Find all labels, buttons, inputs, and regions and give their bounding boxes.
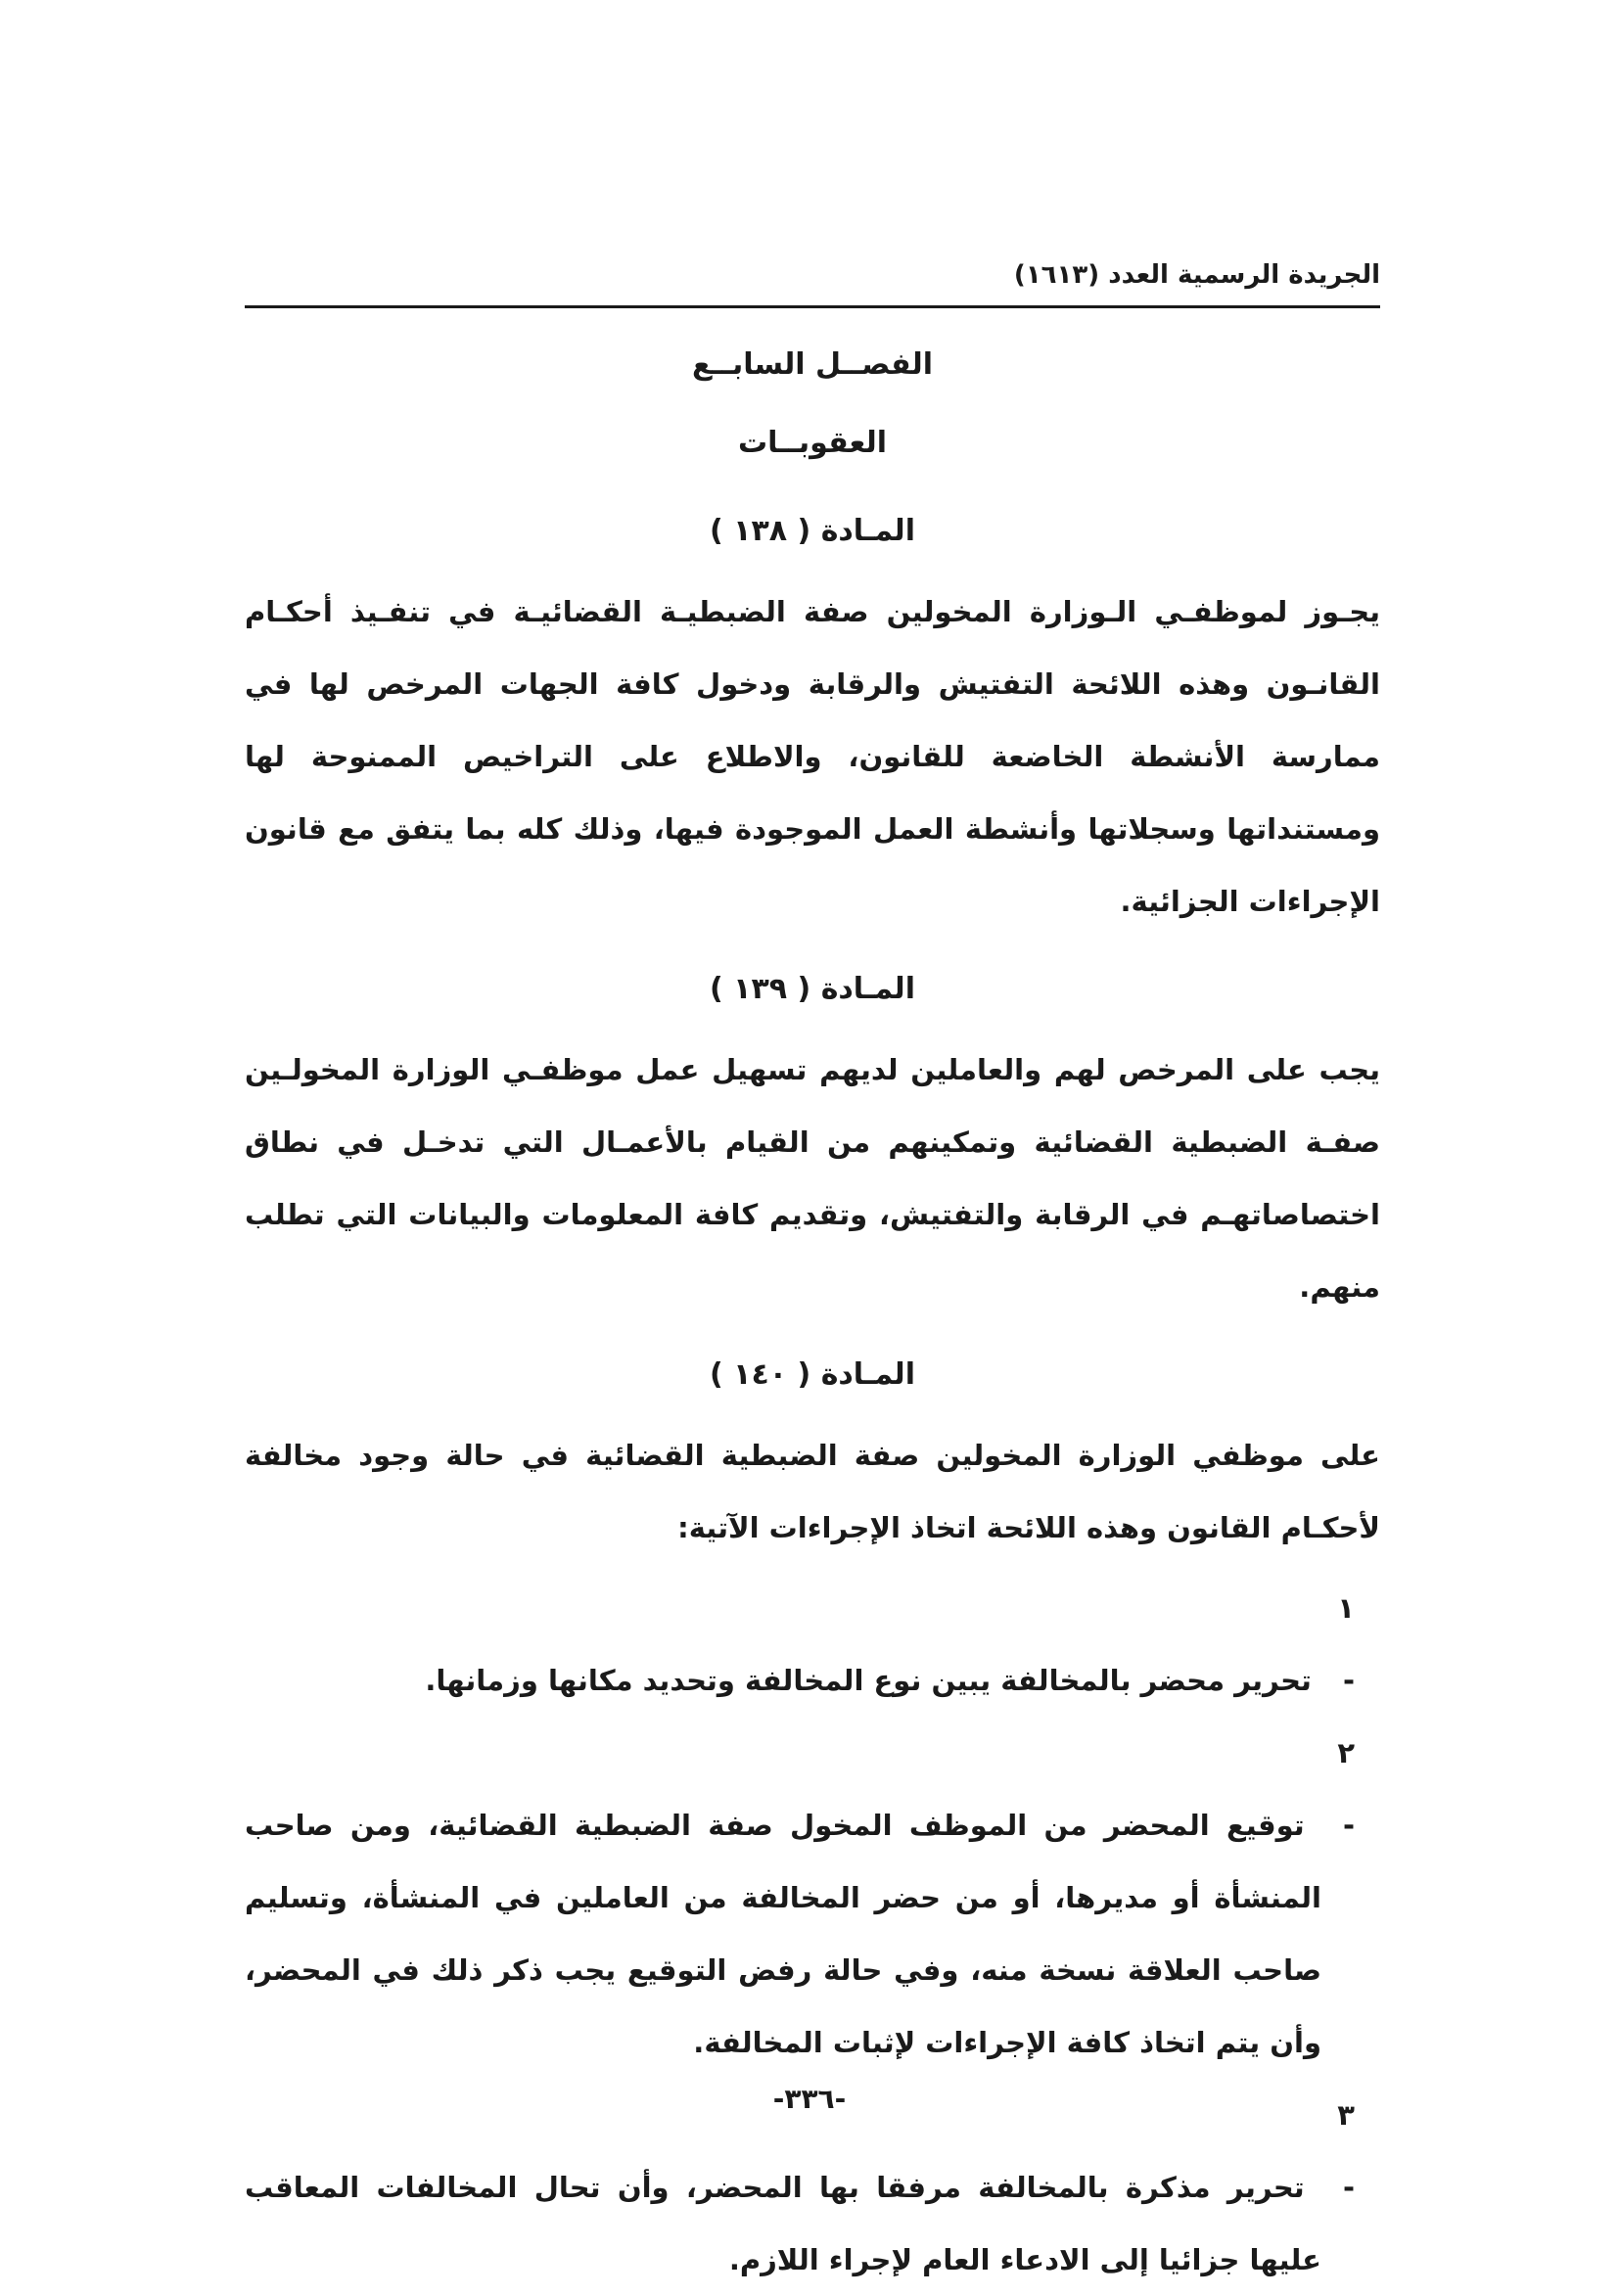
item-number: ١ -: [1337, 1591, 1355, 1697]
article-138-heading: المـادة ( ١٣٨ ): [710, 514, 915, 548]
article-139-heading: المـادة ( ١٣٩ ): [710, 972, 915, 1006]
page-content: [245, 323, 1380, 2296]
article-140-heading: المـادة ( ١٤٠ ): [710, 1357, 915, 1392]
item-text: تحرير محضر بالمخالفة يبين نوع المخالفة وتحديد مكانها وزمانها.: [425, 1664, 1312, 1697]
item-number: ٣ -: [1337, 2098, 1355, 2204]
article-140-text: على موظفي الوزارة المخولين صفة الضبطية القضائية في حالة وجود مخالفة لأحكـام القانون وهذه اللائحة اتخاذ الإجراءات الآتية:: [245, 1439, 1380, 1544]
article-138-text: يجـوز لموظفـي الـوزارة المخولين صفة الضبطيـة القضائيـة في تنفـيذ أحكـام القانـون وهذه اللائحة التفتيش والرقابة ودخول كافة الجهات المرخص لها في ممارسة الأنشطة الخاضعة للقانون، والاطلاع على التراخيص الممنوحة لها ومستنداتها وسجلاتها وأنشطة العمل الموجودة فيها، وذلك كله بما يتفق مع قانون الإجراءات الجزائية.: [245, 595, 1380, 918]
gazette-header-title: الجريدة الرسمية العدد (١٦١٣): [1013, 260, 1380, 290]
article-140-item-2: [245, 1717, 1380, 2079]
item-text: توقيع المحضر من الموظف المخول صفة الضبطية القضائية، ومن صاحب المنشأة أو مديرها، أو من حضر المخالفة من العاملين في المنشأة، وتسليم صاحب العلاقة نسخة منه، وفي حالة رفض التوقيع يجب ذكر ذلك في المحضر، وأن يتم اتخاذ كافة الإجراءات لإثبات المخالفة.: [245, 1809, 1321, 2059]
article-140-item-1: [245, 1572, 1380, 1717]
item-text: تحرير مذكرة بالمخالفة مرفقا بها المحضر، وأن تحال المخالفات المعاقب عليها جزائيا إلى الادعاء العام لإجراء اللازم.: [245, 2171, 1321, 2276]
chapter-title: الفصــل السابــع: [691, 347, 934, 382]
article-139-text: يجب على المرخص لهم والعاملين لديهم تسهيل عمل موظفـي الوزارة المخولـين صفـة الضبطية القضائية وتمكينهم من القيام بالأعمـال التي تدخـل في نطاق اختصاصاتهـم في الرقابة والتفتيش، وتقديم كافة المعلومات والبيانات التي تطلب منهم.: [245, 1053, 1380, 1304]
section-title: العقوبــات: [737, 426, 888, 460]
page-number: -٣٣٦-: [772, 2083, 847, 2115]
item-number: ٢ -: [1337, 1736, 1356, 1842]
page-header: [245, 256, 1380, 308]
